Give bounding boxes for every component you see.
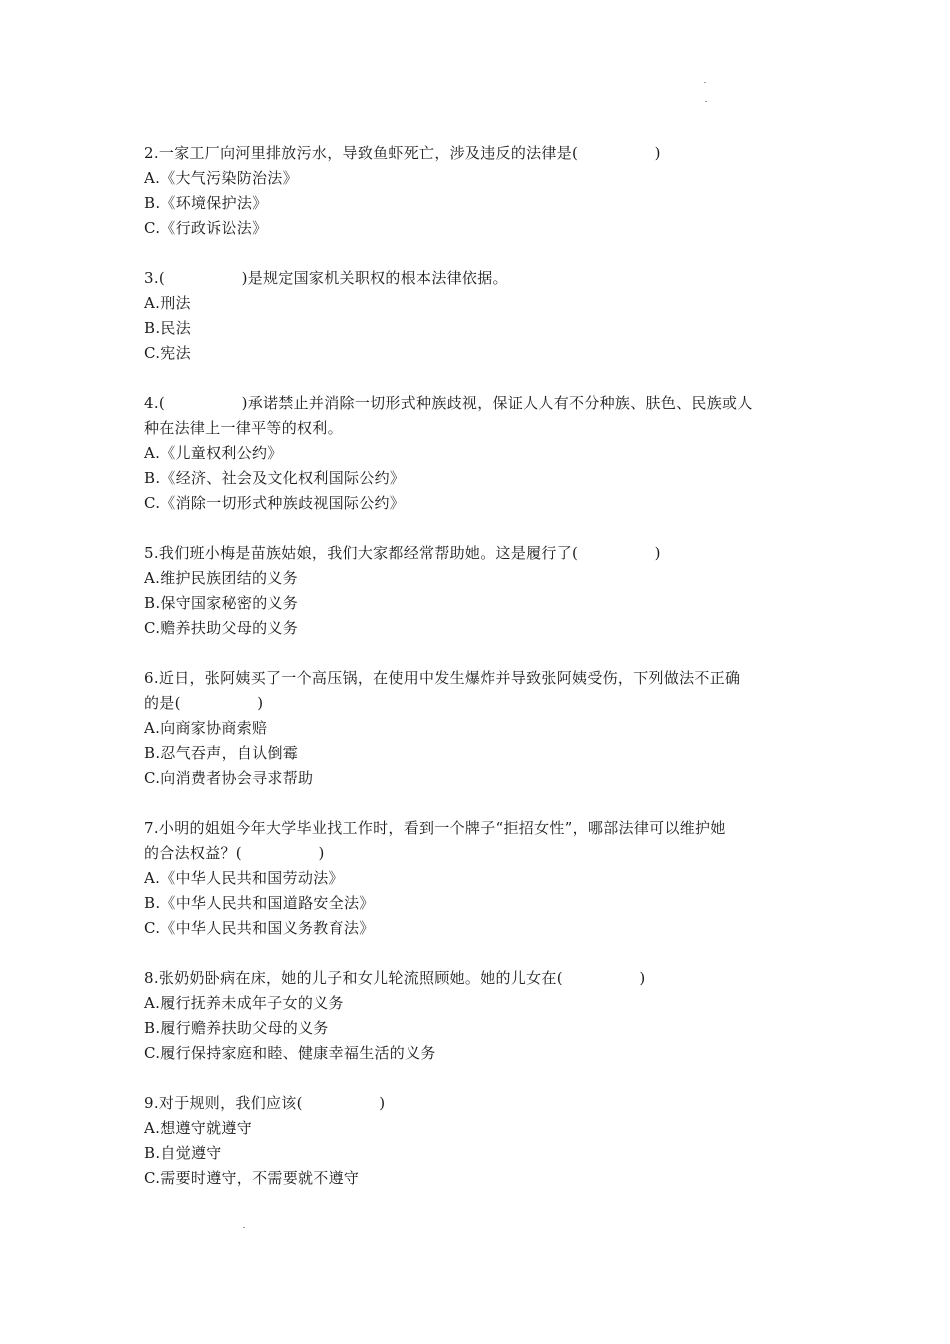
option-c: C.向消费者协会寻求帮助 <box>144 769 314 787</box>
option-b: B.民法 <box>144 319 191 337</box>
question-stem-line-2: 的是( ) <box>144 694 264 712</box>
question-stem: 8.张奶奶卧病在床，她的儿子和女儿轮流照顾她。她的儿女在( ) <box>144 969 646 987</box>
question-stem-line-2: 种在法律上一律平等的权利。 <box>144 419 343 437</box>
option-b: B.保守国家秘密的义务 <box>144 594 299 612</box>
option-c: C.《中华人民共和国义务教育法》 <box>144 919 375 937</box>
scan-speck <box>705 101 707 102</box>
option-c: C.《消除一切形式种族歧视国际公约》 <box>144 494 406 512</box>
question-3 <box>144 266 814 366</box>
option-a: A.《儿童权利公约》 <box>144 444 283 462</box>
question-7 <box>144 816 814 941</box>
option-c: C.宪法 <box>144 344 191 362</box>
option-a: A.向商家协商索赔 <box>144 719 268 737</box>
question-list <box>144 141 814 1216</box>
question-stem-line-1: 4.( )承诺禁止并消除一切形式种族歧视，保证人人有不分种族、肤色、民族或人 <box>144 394 753 412</box>
option-b: B.履行赡养扶助父母的义务 <box>144 1019 329 1037</box>
scan-speck <box>704 82 706 83</box>
option-b: B.《经济、社会及文化权利国际公约》 <box>144 469 406 487</box>
option-c: C.赡养扶助父母的义务 <box>144 619 299 637</box>
question-stem: 9.对于规则，我们应该( ) <box>144 1094 386 1112</box>
option-a: A.《大气污染防治法》 <box>144 169 298 187</box>
question-9 <box>144 1091 814 1191</box>
question-stem: 2.一家工厂向河里排放污水，导致鱼虾死亡，涉及违反的法律是( ) <box>144 144 661 162</box>
question-stem-line-1: 7.小明的姐姐今年大学毕业找工作时，看到一个牌子“拒招女性”，哪部法律可以维护她 <box>144 819 726 837</box>
option-b: B.《中华人民共和国道路安全法》 <box>144 894 375 912</box>
question-stem-line-1: 6.近日，张阿姨买了一个高压锅，在使用中发生爆炸并导致张阿姨受伤，下列做法不正确 <box>144 669 741 687</box>
question-5 <box>144 541 814 641</box>
option-c: C.需要时遵守，不需要就不遵守 <box>144 1169 360 1187</box>
option-b: B.忍气吞声，自认倒霉 <box>144 744 299 762</box>
option-a: A.想遵守就遵守 <box>144 1119 253 1137</box>
question-stem: 3.( )是规定国家机关职权的根本法律依据。 <box>144 269 508 287</box>
question-6 <box>144 666 814 791</box>
question-4 <box>144 391 814 516</box>
option-b: B.《环境保护法》 <box>144 194 268 212</box>
option-c: C.履行保持家庭和睦、健康幸福生活的义务 <box>144 1044 436 1062</box>
scan-speck <box>243 1227 245 1228</box>
option-c: C.《行政诉讼法》 <box>144 219 268 237</box>
option-a: A.刑法 <box>144 294 191 312</box>
question-2 <box>144 141 814 241</box>
option-a: A.《中华人民共和国劳动法》 <box>144 869 344 887</box>
option-b: B.自觉遵守 <box>144 1144 222 1162</box>
question-stem: 5.我们班小梅是苗族姑娘，我们大家都经常帮助她。这是履行了( ) <box>144 544 661 562</box>
option-a: A.维护民族团结的义务 <box>144 569 298 587</box>
question-stem-line-2: 的合法权益？( ) <box>144 844 325 862</box>
option-a: A.履行抚养未成年子女的义务 <box>144 994 344 1012</box>
question-8 <box>144 966 814 1066</box>
